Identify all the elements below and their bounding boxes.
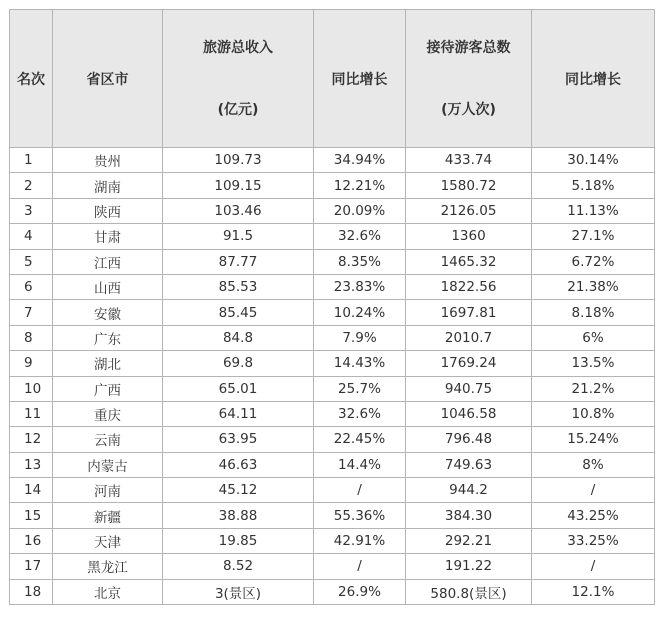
cell-revenue: 87.77: [163, 249, 314, 274]
cell-visitors-growth: 6.72%: [532, 249, 655, 274]
cell-rank: 4: [10, 224, 53, 249]
table-row: [10, 478, 655, 503]
table-row: [10, 528, 655, 553]
cell-revenue: 65.01: [163, 376, 314, 401]
header-rank: 名次: [10, 10, 53, 148]
cell-visitors: 292.21: [406, 528, 532, 553]
cell-revenue: 38.88: [163, 503, 314, 528]
cell-visitors-growth: 10.8%: [532, 401, 655, 426]
table-row: [10, 148, 655, 173]
table-row: [10, 579, 655, 604]
cell-revenue-growth: 32.6%: [314, 401, 406, 426]
cell-revenue: 109.15: [163, 173, 314, 198]
cell-revenue-growth: 14.4%: [314, 452, 406, 477]
cell-region: 陕西: [53, 198, 163, 223]
cell-revenue-growth: 12.21%: [314, 173, 406, 198]
cell-visitors: 1769.24: [406, 351, 532, 376]
cell-visitors-growth: 8.18%: [532, 300, 655, 325]
cell-revenue-growth: 7.9%: [314, 325, 406, 350]
cell-revenue: 19.85: [163, 528, 314, 553]
cell-visitors: 1580.72: [406, 173, 532, 198]
cell-revenue: 85.45: [163, 300, 314, 325]
cell-region: 湖南: [53, 173, 163, 198]
cell-region: 云南: [53, 427, 163, 452]
cell-region: 安徽: [53, 300, 163, 325]
cell-region: 贵州: [53, 148, 163, 173]
cell-rank: 17: [10, 554, 53, 579]
cell-revenue-growth: 42.91%: [314, 528, 406, 553]
cell-region: 甘肃: [53, 224, 163, 249]
cell-revenue: 91.5: [163, 224, 314, 249]
cell-visitors-growth: 13.5%: [532, 351, 655, 376]
cell-visitors: 1697.81: [406, 300, 532, 325]
cell-region: 江西: [53, 249, 163, 274]
table-row: [10, 452, 655, 477]
cell-visitors-growth: 8%: [532, 452, 655, 477]
cell-visitors: 580.8(景区): [406, 579, 532, 604]
cell-revenue-growth: 14.43%: [314, 351, 406, 376]
cell-revenue-growth: 20.09%: [314, 198, 406, 223]
cell-revenue: 63.95: [163, 427, 314, 452]
cell-revenue-growth: 10.24%: [314, 300, 406, 325]
table-row: [10, 503, 655, 528]
cell-rank: 5: [10, 249, 53, 274]
table-row: [10, 173, 655, 198]
table-row: [10, 554, 655, 579]
cell-rank: 14: [10, 478, 53, 503]
cell-revenue: 84.8: [163, 325, 314, 350]
cell-rank: 18: [10, 579, 53, 604]
header-visitors: [406, 10, 532, 148]
table-row: [10, 249, 655, 274]
cell-region: 广西: [53, 376, 163, 401]
cell-revenue-growth: 22.45%: [314, 427, 406, 452]
cell-revenue: 3(景区): [163, 579, 314, 604]
cell-visitors-growth: /: [532, 554, 655, 579]
header-visitors-title: 接待游客总数: [426, 39, 511, 56]
cell-region: 北京: [53, 579, 163, 604]
cell-revenue-growth: 23.83%: [314, 274, 406, 299]
header-revenue-growth: 同比增长: [314, 10, 406, 148]
cell-region: 河南: [53, 478, 163, 503]
cell-rank: 2: [10, 173, 53, 198]
table-row: [10, 198, 655, 223]
cell-revenue: 8.52: [163, 554, 314, 579]
cell-rank: 10: [10, 376, 53, 401]
header-region: 省区市: [53, 10, 163, 148]
cell-visitors: 796.48: [406, 427, 532, 452]
cell-revenue: 64.11: [163, 401, 314, 426]
cell-rank: 7: [10, 300, 53, 325]
cell-visitors: 1465.32: [406, 249, 532, 274]
cell-visitors-growth: /: [532, 478, 655, 503]
cell-region: 黑龙江: [53, 554, 163, 579]
header-revenue-title: 旅游总收入: [203, 39, 273, 56]
cell-rank: 16: [10, 528, 53, 553]
cell-visitors: 433.74: [406, 148, 532, 173]
cell-visitors-growth: 11.13%: [532, 198, 655, 223]
cell-visitors-growth: 6%: [532, 325, 655, 350]
cell-visitors: 1822.56: [406, 274, 532, 299]
cell-visitors-growth: 12.1%: [532, 579, 655, 604]
cell-visitors: 940.75: [406, 376, 532, 401]
cell-rank: 11: [10, 401, 53, 426]
cell-rank: 8: [10, 325, 53, 350]
cell-rank: 6: [10, 274, 53, 299]
cell-visitors-growth: 43.25%: [532, 503, 655, 528]
cell-revenue-growth: 8.35%: [314, 249, 406, 274]
cell-visitors: 1046.58: [406, 401, 532, 426]
cell-rank: 1: [10, 148, 53, 173]
cell-revenue-growth: 32.6%: [314, 224, 406, 249]
cell-revenue-growth: 26.9%: [314, 579, 406, 604]
cell-revenue-growth: 25.7%: [314, 376, 406, 401]
cell-visitors: 2126.05: [406, 198, 532, 223]
cell-region: 山西: [53, 274, 163, 299]
tourism-ranking-table: [9, 9, 655, 605]
cell-visitors-growth: 15.24%: [532, 427, 655, 452]
header-revenue-unit: (亿元): [217, 101, 259, 118]
cell-visitors-growth: 30.14%: [532, 148, 655, 173]
cell-revenue: 45.12: [163, 478, 314, 503]
cell-region: 广东: [53, 325, 163, 350]
table-body: [10, 148, 655, 605]
cell-revenue: 69.8: [163, 351, 314, 376]
cell-visitors: 1360: [406, 224, 532, 249]
cell-revenue-growth: 55.36%: [314, 503, 406, 528]
cell-revenue: 109.73: [163, 148, 314, 173]
cell-visitors-growth: 27.1%: [532, 224, 655, 249]
cell-visitors-growth: 5.18%: [532, 173, 655, 198]
header-visitors-unit: (万人次): [441, 101, 496, 118]
table-row: [10, 325, 655, 350]
cell-rank: 13: [10, 452, 53, 477]
cell-revenue: 103.46: [163, 198, 314, 223]
table-row: [10, 401, 655, 426]
cell-visitors: 384.30: [406, 503, 532, 528]
cell-revenue-growth: /: [314, 478, 406, 503]
table-row: [10, 224, 655, 249]
table-row: [10, 300, 655, 325]
table-row: [10, 351, 655, 376]
header-visitors-growth: 同比增长: [532, 10, 655, 148]
cell-region: 内蒙古: [53, 452, 163, 477]
cell-revenue: 85.53: [163, 274, 314, 299]
cell-visitors: 944.2: [406, 478, 532, 503]
cell-region: 新疆: [53, 503, 163, 528]
cell-rank: 9: [10, 351, 53, 376]
cell-visitors-growth: 33.25%: [532, 528, 655, 553]
table-row: [10, 376, 655, 401]
cell-visitors: 749.63: [406, 452, 532, 477]
cell-region: 天津: [53, 528, 163, 553]
cell-region: 湖北: [53, 351, 163, 376]
cell-visitors: 2010.7: [406, 325, 532, 350]
header-revenue: [163, 10, 314, 148]
cell-visitors-growth: 21.2%: [532, 376, 655, 401]
cell-visitors: 191.22: [406, 554, 532, 579]
cell-revenue: 46.63: [163, 452, 314, 477]
cell-region: 重庆: [53, 401, 163, 426]
table-header-row: [10, 10, 655, 148]
cell-rank: 15: [10, 503, 53, 528]
cell-visitors-growth: 21.38%: [532, 274, 655, 299]
cell-revenue-growth: /: [314, 554, 406, 579]
cell-rank: 3: [10, 198, 53, 223]
table-row: [10, 274, 655, 299]
table-row: [10, 427, 655, 452]
cell-revenue-growth: 34.94%: [314, 148, 406, 173]
cell-rank: 12: [10, 427, 53, 452]
